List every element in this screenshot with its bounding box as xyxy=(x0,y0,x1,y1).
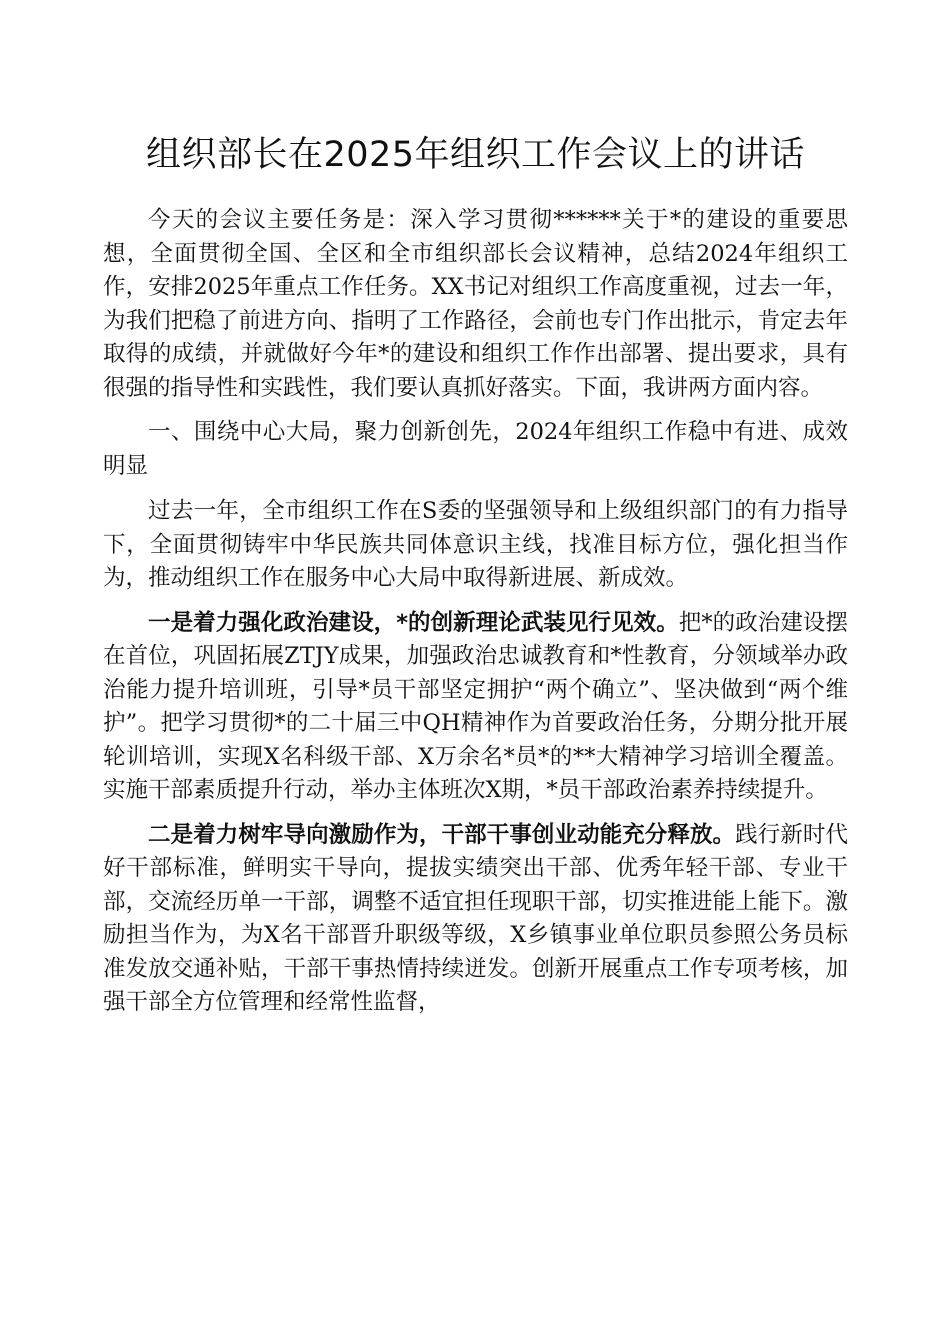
document-page xyxy=(103,128,848,1031)
paragraph-lead-text: 一是着力强化政治建设，*的创新理论武装见行见效。 xyxy=(148,609,679,636)
paragraph-cadre-incentive xyxy=(103,819,848,1020)
document-title: 组织部长在2025年组织工作会议上的讲话 xyxy=(145,135,806,175)
paragraph-intro: 今天的会议主要任务是：深入学习贯彻******关于*的建设的重要思想，全面贯彻全国、全区和全市组织部长会议精神，总结2024年组织工作，安排2025年重点工作任务。XX书记对组织工作高度重视，过去一年，为我们把稳了前进方向、指明了工作路径，会前也专门作出批示，肯定去年取得的成绩，并就做好今年*的建设和组织工作作出部署、提出要求，具有很强的指导性和实践性，我们要认真抓好落实。下面，我讲两方面内容。 xyxy=(103,207,848,401)
paragraph-lead-text: 二是着力树牢导向激励作为，干部干事创业动能充分释放。 xyxy=(148,821,736,848)
paragraph-body-text: 把*的政治建设摆在首位，巩固拓展ZTJY成果，加强政治忠诚教育和*性教育，分领域举办政治能力提升培训班，引导*员干部坚定拥护“两个确立”、坚决做到“两个维护”。把学习贯彻*的二十届三中QH精神作为首要政治任务，分期分批开展轮训培训，实现X名科级干部、X万余名*员*的**大精神学习培训全覆盖。实施干部素质提升行动，举办主体班次X期，*员干部政治素养持续提升。 xyxy=(103,609,848,803)
paragraph-political-building xyxy=(103,607,848,808)
paragraph-body-text: 践行新时代好干部标准，鲜明实干导向，提拔实绩突出干部、优秀年轻干部、专业干部，交流经历单一干部，调整不适宜担任现职干部，切实推进能上能下。激励担当作为，为X名干部晋升职级等级，X乡镇事业单位职员参照公务员标准发放交通补贴，干部干事热情持续迸发。创新开展重点工作专项考核，加强干部全方位管理和经常性监督， xyxy=(103,821,848,1015)
paragraph-overview: 过去一年，全市组织工作在S委的坚强领导和上级组织部门的有力指导下，全面贯彻铸牢中华民族共同体意识主线，找准目标方位，强化担当作为，推动组织工作在服务中心大局中取得新进展、新成效。 xyxy=(103,498,848,591)
section-heading-one: 一、围绕中心大局，聚力创新创先，2024年组织工作稳中有进、成效明显 xyxy=(103,419,848,479)
